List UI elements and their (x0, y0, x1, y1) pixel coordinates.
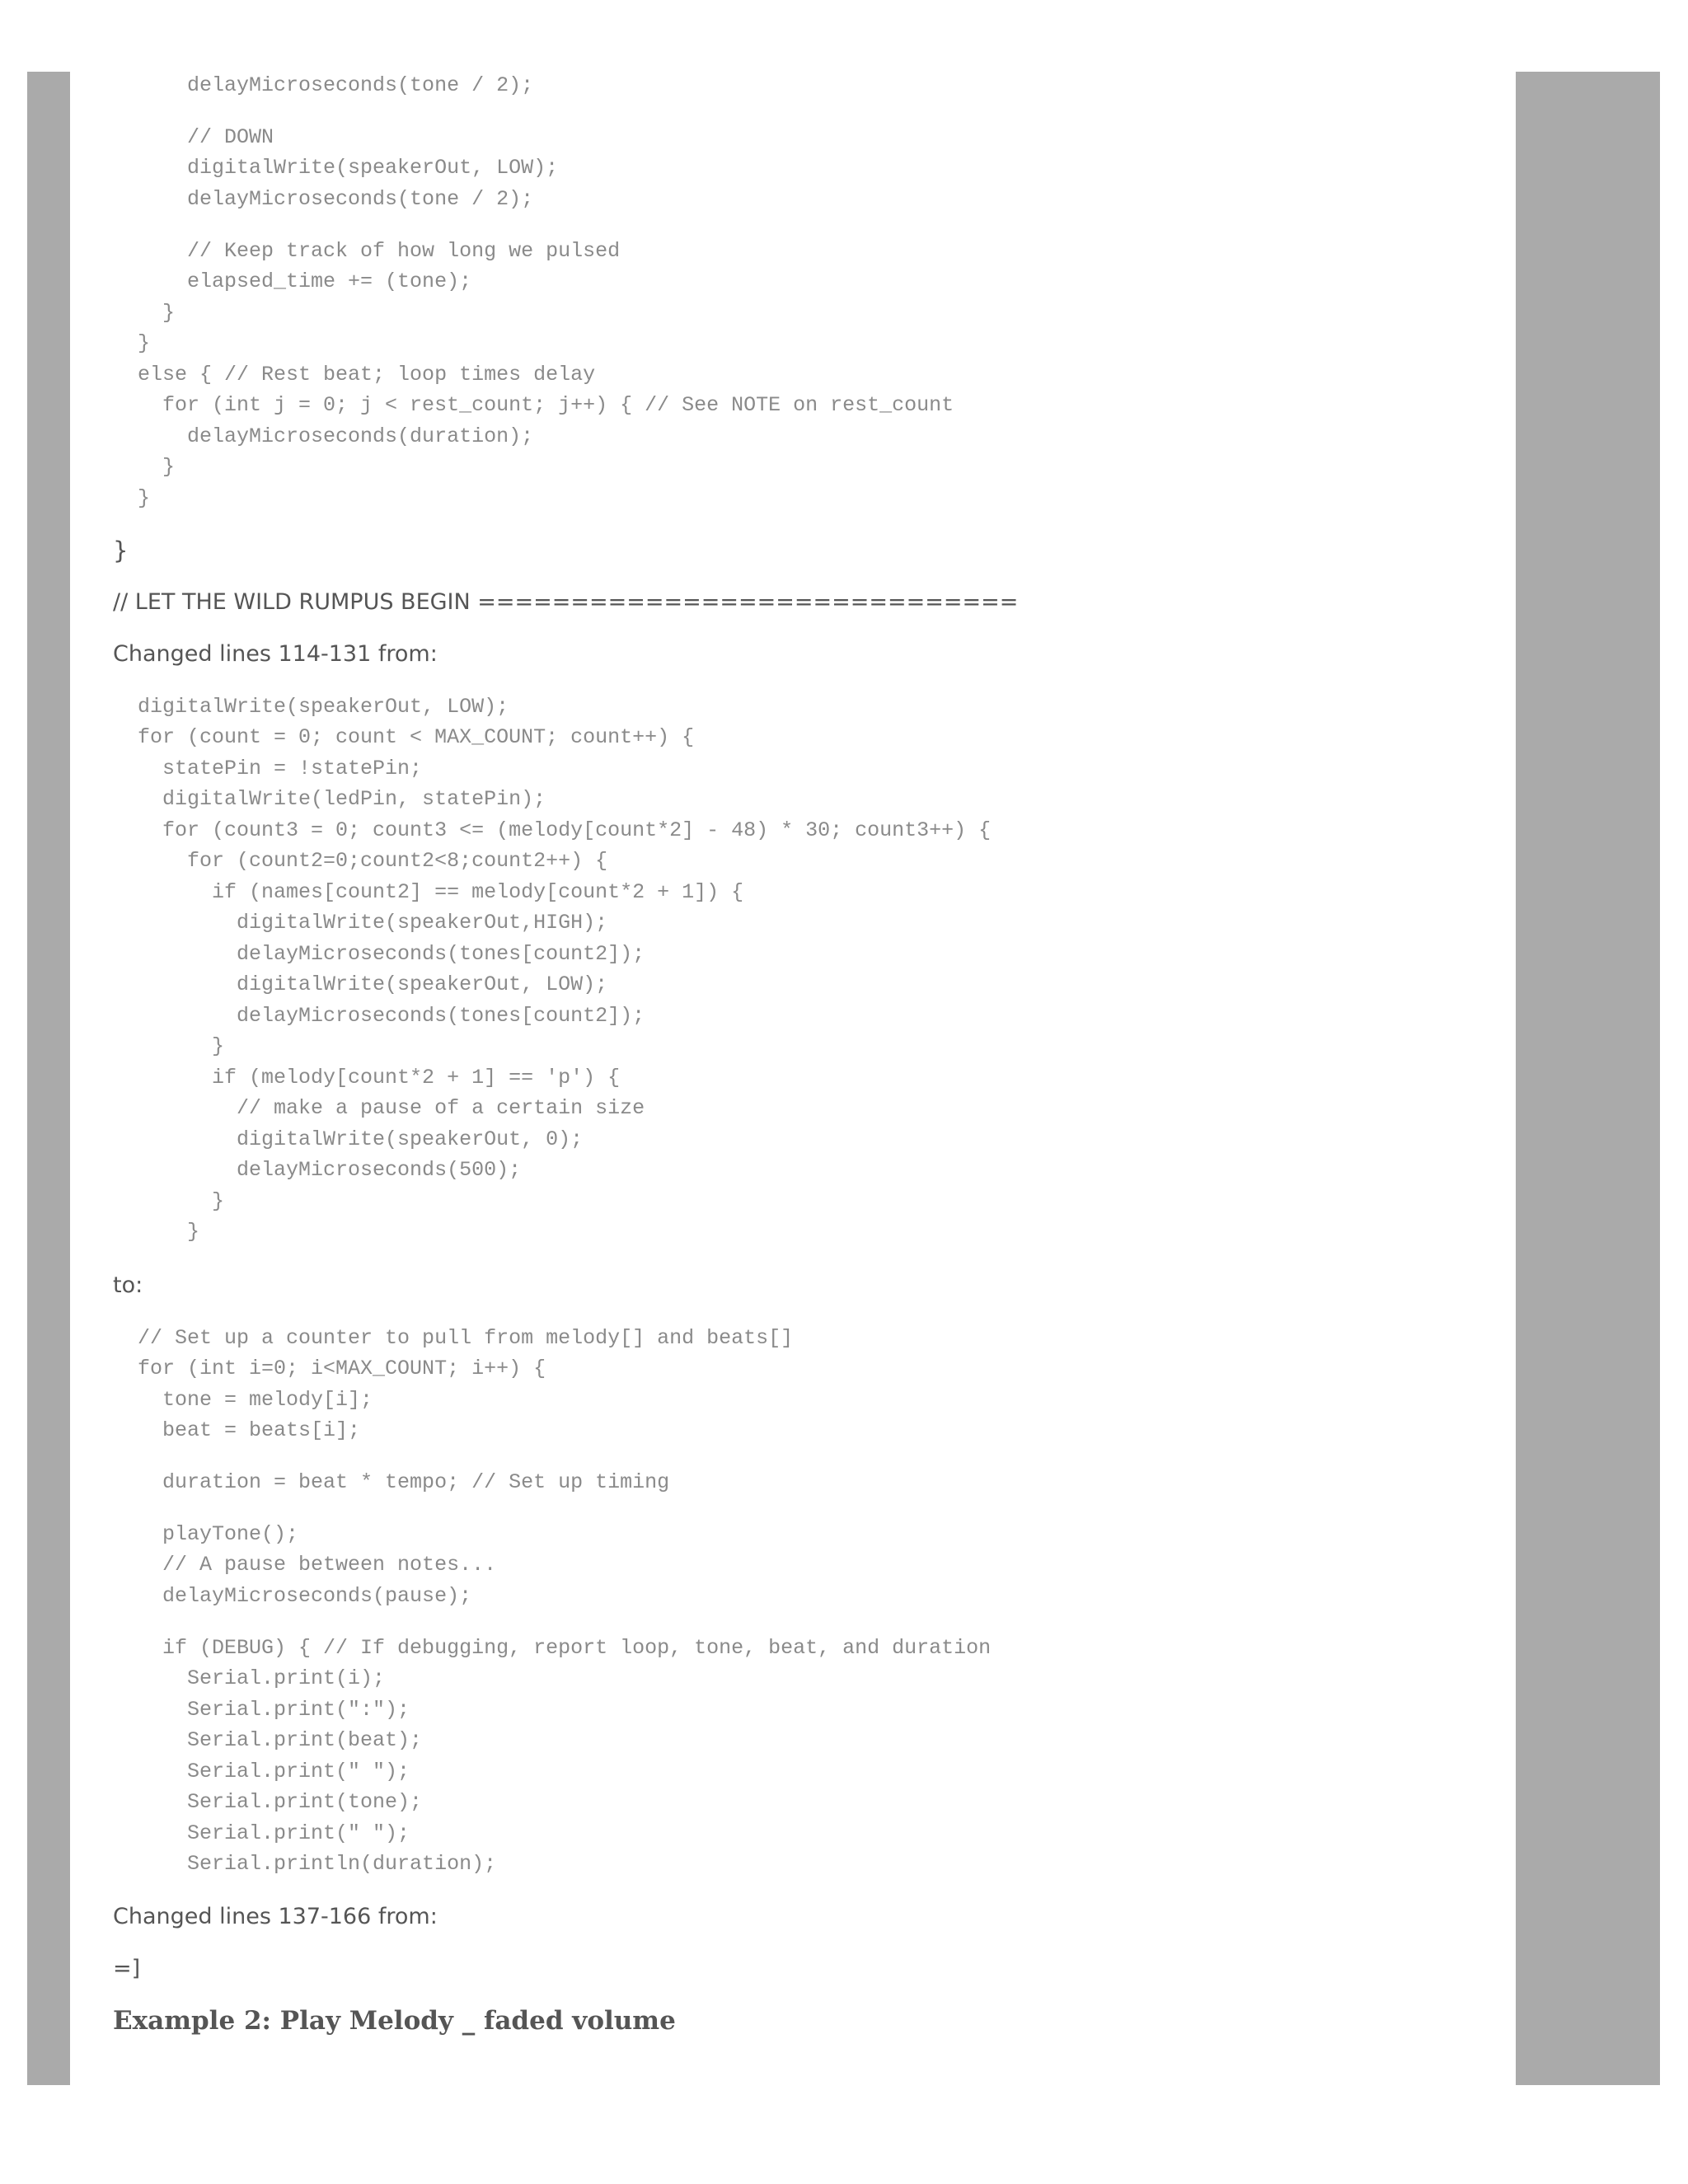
code-line: Serial.print(tone); (113, 1790, 423, 1814)
code-line: for (int i=0; i<MAX_COUNT; i++) { (113, 1357, 546, 1380)
code-line: } (113, 331, 151, 355)
code-line: digitalWrite(speakerOut,HIGH); (113, 911, 608, 935)
code-line: delayMicroseconds(tone / 2); (113, 73, 534, 97)
code-line: statePin = !statePin; (113, 757, 423, 780)
to-label: to: (113, 1272, 143, 1298)
rumpus-comment: // LET THE WILD RUMPUS BEGIN ============================= (113, 589, 1019, 615)
closing-brace: } (113, 537, 129, 565)
code-line: for (count3 = 0; count3 <= (melody[count*2] - 48) * 30; count3++) { (113, 818, 992, 842)
code-line: delayMicroseconds(tones[count2]); (113, 942, 645, 966)
code-line: elapsed_time += (tone); (113, 269, 472, 293)
code-line: Serial.print(" "); (113, 1760, 410, 1783)
code-line: for (int j = 0; j < rest_count; j++) { // See NOTE on rest_count (113, 393, 954, 417)
example-heading: Example 2: Play Melody _ faded volume (113, 2006, 676, 2036)
code-line: // Keep track of how long we pulsed (113, 239, 621, 263)
code-line: else { // Rest beat; loop times delay (113, 363, 596, 387)
code-line: delayMicroseconds(duration); (113, 424, 534, 448)
code-line: playTone(); (113, 1522, 299, 1546)
code-line: } (113, 455, 176, 479)
code-line: } (113, 486, 151, 510)
code-line: } (113, 1220, 200, 1244)
code-line: // DOWN (113, 125, 274, 149)
code-line: delayMicroseconds(tones[count2]); (113, 1004, 645, 1028)
code-line: } (113, 301, 176, 325)
code-line: digitalWrite(speakerOut, 0); (113, 1127, 584, 1151)
code-line: digitalWrite(ledPin, statePin); (113, 787, 546, 811)
left-margin-bar (27, 72, 70, 2085)
code-line: Serial.print(":"); (113, 1698, 410, 1722)
code-line: if (names[count2] == melody[count*2 + 1]) { (113, 880, 744, 904)
code-line: delayMicroseconds(pause); (113, 1584, 472, 1608)
code-line: Serial.print(i); (113, 1666, 386, 1690)
code-line: } (113, 1034, 225, 1058)
bracket-text: =] (113, 1956, 141, 1981)
code-line: Serial.print(" "); (113, 1821, 410, 1845)
code-line: for (count = 0; count < MAX_COUNT; count++) { (113, 725, 695, 749)
code-line: digitalWrite(speakerOut, LOW); (113, 695, 509, 719)
right-margin-bar (1516, 72, 1660, 2085)
code-line: beat = beats[i]; (113, 1418, 361, 1442)
code-line: duration = beat * tempo; // Set up timing (113, 1470, 670, 1494)
code-line: delayMicroseconds(500); (113, 1158, 522, 1182)
code-line: Serial.print(beat); (113, 1728, 423, 1752)
changed-lines-label: Changed lines 114-131 from: (113, 641, 438, 667)
code-line: // Set up a counter to pull from melody[] and beats[] (113, 1326, 794, 1350)
code-line: tone = melody[i]; (113, 1388, 373, 1412)
code-line: digitalWrite(speakerOut, LOW); (113, 156, 559, 180)
code-line: if (DEBUG) { // If debugging, report loop, tone, beat, and duration (113, 1636, 992, 1660)
code-line: for (count2=0;count2<8;count2++) { (113, 849, 608, 873)
code-line: digitalWrite(speakerOut, LOW); (113, 972, 608, 996)
changed-lines-label: Changed lines 137-166 from: (113, 1904, 438, 1929)
code-line: Serial.println(duration); (113, 1852, 497, 1876)
code-line: // make a pause of a certain size (113, 1096, 645, 1120)
code-line: delayMicroseconds(tone / 2); (113, 187, 534, 211)
code-line: if (melody[count*2 + 1] == 'p') { (113, 1066, 621, 1090)
code-line: } (113, 1189, 225, 1213)
code-line: // A pause between notes... (113, 1553, 497, 1577)
